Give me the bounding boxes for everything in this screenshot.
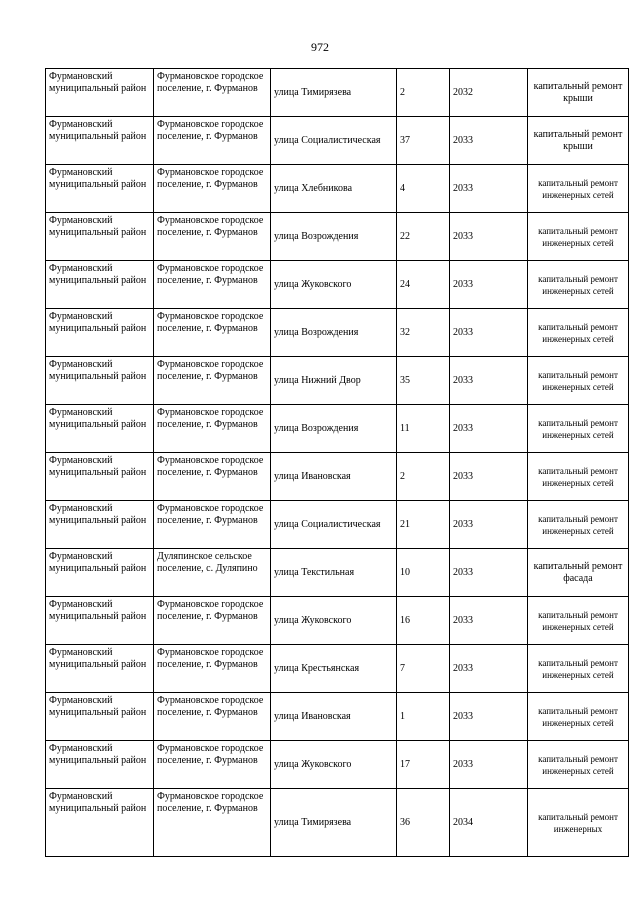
year-cell: 2033 (450, 597, 528, 645)
settlement-cell: Фурмановское городское поселение, г. Фурманов (154, 693, 271, 741)
district-cell: Фурмановский муниципальный район (46, 453, 154, 501)
house-number-cell: 11 (397, 405, 450, 453)
year-cell: 2033 (450, 501, 528, 549)
table-row (46, 117, 629, 165)
housing-repair-table (45, 68, 629, 857)
table-row (46, 501, 629, 549)
district-cell: Фурмановский муниципальный район (46, 693, 154, 741)
house-number-cell: 10 (397, 549, 450, 597)
settlement-cell: Фурмановское городское поселение, г. Фурманов (154, 165, 271, 213)
work-type-cell: капитальный ремонт крыши (528, 69, 629, 117)
year-cell: 2033 (450, 549, 528, 597)
year-cell: 2033 (450, 213, 528, 261)
house-number-cell: 17 (397, 741, 450, 789)
street-cell: улица Социалистическая (271, 501, 397, 549)
table-row (46, 549, 629, 597)
street-cell: улица Тимирязева (271, 789, 397, 857)
year-cell: 2033 (450, 741, 528, 789)
street-cell: улица Возрождения (271, 405, 397, 453)
work-type-cell: капитальный ремонт инженерных сетей (528, 165, 629, 213)
table-row (46, 69, 629, 117)
district-cell: Фурмановский муниципальный район (46, 645, 154, 693)
house-number-cell: 2 (397, 69, 450, 117)
street-cell: улица Возрождения (271, 213, 397, 261)
house-number-cell: 32 (397, 309, 450, 357)
district-cell: Фурмановский муниципальный район (46, 501, 154, 549)
settlement-cell: Фурмановское городское поселение, г. Фурманов (154, 501, 271, 549)
house-number-cell: 16 (397, 597, 450, 645)
house-number-cell: 4 (397, 165, 450, 213)
work-type-cell: капитальный ремонт инженерных сетей (528, 645, 629, 693)
house-number-cell: 36 (397, 789, 450, 857)
settlement-cell: Фурмановское городское поселение, г. Фурманов (154, 645, 271, 693)
year-cell: 2033 (450, 309, 528, 357)
settlement-cell: Фурмановское городское поселение, г. Фурманов (154, 789, 271, 857)
district-cell: Фурмановский муниципальный район (46, 69, 154, 117)
district-cell: Фурмановский муниципальный район (46, 357, 154, 405)
page-number: 972 (311, 40, 329, 54)
house-number-cell: 7 (397, 645, 450, 693)
district-cell: Фурмановский муниципальный район (46, 549, 154, 597)
street-cell: улица Тимирязева (271, 69, 397, 117)
house-number-cell: 24 (397, 261, 450, 309)
year-cell: 2033 (450, 117, 528, 165)
year-cell: 2033 (450, 645, 528, 693)
year-cell: 2033 (450, 693, 528, 741)
settlement-cell: Фурмановское городское поселение, г. Фурманов (154, 741, 271, 789)
settlement-cell: Фурмановское городское поселение, г. Фурманов (154, 405, 271, 453)
district-cell: Фурмановский муниципальный район (46, 789, 154, 857)
work-type-cell: капитальный ремонт инженерных сетей (528, 693, 629, 741)
district-cell: Фурмановский муниципальный район (46, 309, 154, 357)
settlement-cell: Фурмановское городское поселение, г. Фурманов (154, 69, 271, 117)
street-cell: улица Возрождения (271, 309, 397, 357)
street-cell: улица Текстильная (271, 549, 397, 597)
house-number-cell: 37 (397, 117, 450, 165)
settlement-cell: Фурмановское городское поселение, г. Фурманов (154, 261, 271, 309)
district-cell: Фурмановский муниципальный район (46, 405, 154, 453)
settlement-cell: Фурмановское городское поселение, г. Фурманов (154, 309, 271, 357)
street-cell: улица Хлебникова (271, 165, 397, 213)
settlement-cell: Фурмановское городское поселение, г. Фурманов (154, 357, 271, 405)
table-body (46, 69, 629, 857)
settlement-cell: Фурмановское городское поселение, г. Фурманов (154, 117, 271, 165)
table-row (46, 309, 629, 357)
street-cell: улица Ивановская (271, 453, 397, 501)
settlement-cell: Дуляпинское сельское поселение, с. Дуляпино (154, 549, 271, 597)
work-type-cell: капитальный ремонт инженерных сетей (528, 501, 629, 549)
table-row (46, 645, 629, 693)
year-cell: 2033 (450, 165, 528, 213)
table-row (46, 453, 629, 501)
work-type-cell: капитальный ремонт фасада (528, 549, 629, 597)
street-cell: улица Крестьянская (271, 645, 397, 693)
table-row (46, 213, 629, 261)
street-cell: улица Социалистическая (271, 117, 397, 165)
settlement-cell: Фурмановское городское поселение, г. Фурманов (154, 213, 271, 261)
work-type-cell: капитальный ремонт инженерных сетей (528, 261, 629, 309)
street-cell: улица Жуковского (271, 597, 397, 645)
house-number-cell: 22 (397, 213, 450, 261)
table-row (46, 741, 629, 789)
house-number-cell: 2 (397, 453, 450, 501)
year-cell: 2034 (450, 789, 528, 857)
year-cell: 2032 (450, 69, 528, 117)
year-cell: 2033 (450, 453, 528, 501)
table-row (46, 597, 629, 645)
street-cell: улица Жуковского (271, 741, 397, 789)
work-type-cell: капитальный ремонт инженерных сетей (528, 357, 629, 405)
work-type-cell: капитальный ремонт инженерных сетей (528, 309, 629, 357)
table-row (46, 789, 629, 857)
work-type-cell: капитальный ремонт инженерных сетей (528, 405, 629, 453)
street-cell: улица Ивановская (271, 693, 397, 741)
work-type-cell: капитальный ремонт инженерных сетей (528, 213, 629, 261)
table-row (46, 165, 629, 213)
district-cell: Фурмановский муниципальный район (46, 117, 154, 165)
district-cell: Фурмановский муниципальный район (46, 741, 154, 789)
settlement-cell: Фурмановское городское поселение, г. Фурманов (154, 453, 271, 501)
work-type-cell: капитальный ремонт инженерных сетей (528, 741, 629, 789)
settlement-cell: Фурмановское городское поселение, г. Фурманов (154, 597, 271, 645)
table-row (46, 261, 629, 309)
work-type-cell: капитальный ремонт инженерных сетей (528, 453, 629, 501)
table-row (46, 693, 629, 741)
district-cell: Фурмановский муниципальный район (46, 165, 154, 213)
work-type-cell: капитальный ремонт инженерных (528, 789, 629, 857)
house-number-cell: 35 (397, 357, 450, 405)
year-cell: 2033 (450, 357, 528, 405)
district-cell: Фурмановский муниципальный район (46, 261, 154, 309)
year-cell: 2033 (450, 405, 528, 453)
street-cell: улица Нижний Двор (271, 357, 397, 405)
table-row (46, 357, 629, 405)
work-type-cell: капитальный ремонт инженерных сетей (528, 597, 629, 645)
year-cell: 2033 (450, 261, 528, 309)
street-cell: улица Жуковского (271, 261, 397, 309)
table-row (46, 405, 629, 453)
work-type-cell: капитальный ремонт крыши (528, 117, 629, 165)
district-cell: Фурмановский муниципальный район (46, 213, 154, 261)
district-cell: Фурмановский муниципальный район (46, 597, 154, 645)
house-number-cell: 21 (397, 501, 450, 549)
house-number-cell: 1 (397, 693, 450, 741)
